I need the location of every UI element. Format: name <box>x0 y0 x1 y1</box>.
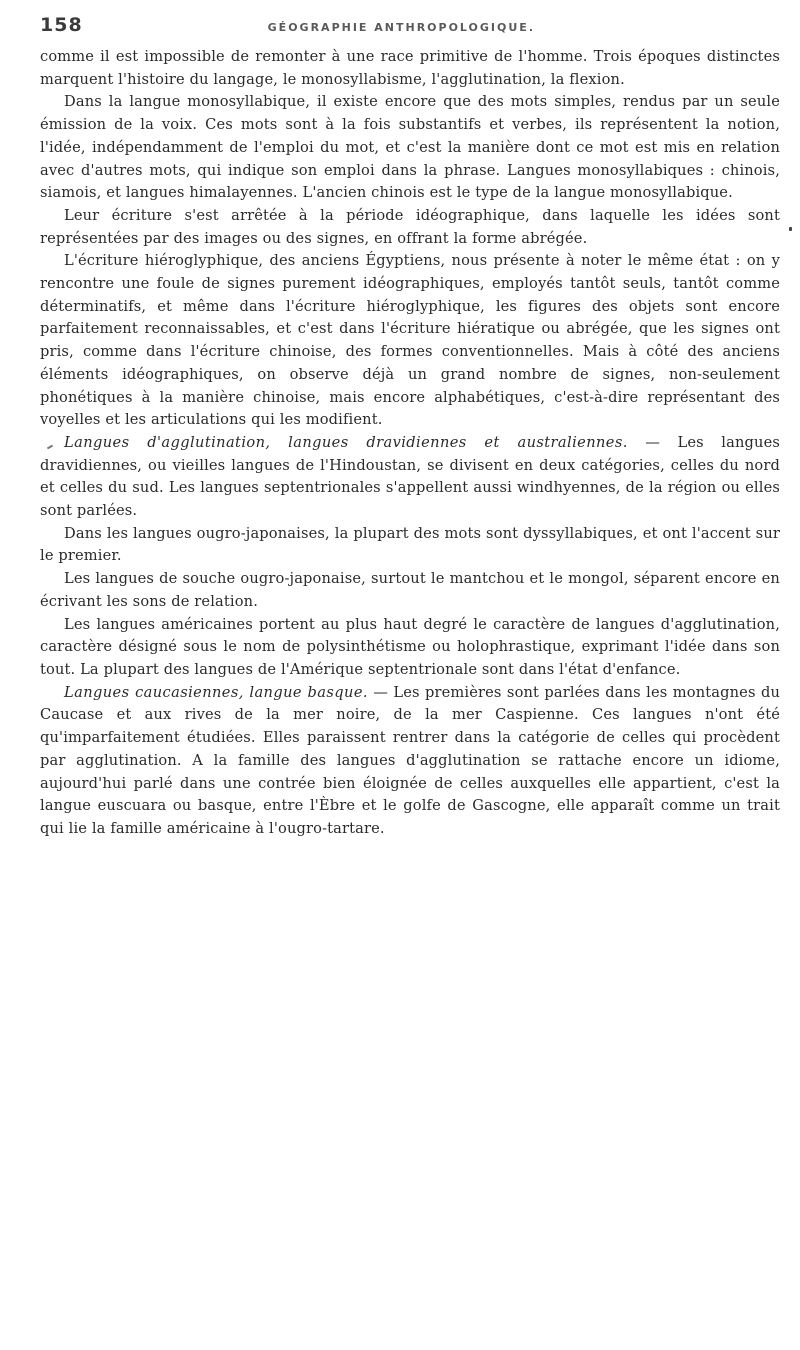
paragraph-text: — Les premières sont parlées dans les montagnes du Caucase et aux rives de la mer noire, de la mer Caspienne. Ces langues n'ont été qu'imparfaitement étudiées. Elles paraissent rentrer dans la catégorie de celles qui procèdent par agglutination. A la famille des langues d'agglutination se rattache encore un idiome, aujourd'hui parlé dans une contrée bien éloignée de celles auxquelles elle appartient, c'est la langue euscuara ou basque, entre l'Èbre et le golfe de Gascogne, elle apparaît comme un trait qui lie la famille américaine à l'ougro-tartare. <box>40 683 781 837</box>
paragraph <box>40 91 780 205</box>
paragraph-text: L'écriture hiéroglyphique, des anciens Égyptiens, nous présente à noter le même état : on y rencontre une foule de signes purement idéographiques, employés tantôt seuls, tantôt comme déterminatifs, et même dans l'écriture hiéroglyphique, les figures des objets sont encore parfaitement reconnaissables, et c'est dans l'écriture hiératique ou abrégée, que les signes ont pris, comme dans l'écriture chinoise, des formes conventionnelles. Mais à côté des anciens éléments idéographiques, on observe déjà un grand nombre de signes, non-seulement phonétiques à la manière chinoise, mais encore alphabétiques, c'est-à-dire représentant des voyelles et les articulations qui les modifient. <box>40 252 780 429</box>
paragraph <box>40 250 780 432</box>
section-title: Langues caucasiennes, langue basque. <box>64 683 368 701</box>
page-number: 158 <box>40 14 83 36</box>
paragraph-text: — Les langues dravidiennes, ou vieilles langues de l'Hindoustan, se divisent en deux catégories, celles du nord et celles du sud. Les langues septentrionales s'appellent aussi windhyennes, de la région ou elles sont parlées. <box>40 433 780 520</box>
paragraph <box>40 568 780 613</box>
paragraph-text: Les langues de souche ougro-japonaise, surtout le mantchou et le mongol, séparent encore en écrivant les sons de relation. <box>40 570 780 610</box>
body-text <box>40 46 780 841</box>
paragraph-text: Dans la langue monosyllabique, il existe encore que des mots simples, rendus par un seule émission de la voix. Ces mots sont à la fois substantifs et verbes, ils représentent la notion, l'idée, indépendamment de l'emploi du mot, et c'est la manière dont ce mot est mis en relation avec d'autres mots, qui indique son emploi dans la phrase. Langues monosyllabiques : chinois, siamois, et langues himalayennes. L'ancien chinois est le type de la langue monosyllabique. <box>40 93 780 202</box>
book-page <box>40 14 780 841</box>
margin-ink-speck <box>789 227 792 231</box>
paragraph <box>40 432 780 523</box>
page-header <box>40 14 780 44</box>
paragraph <box>40 614 780 682</box>
running-head: GÉOGRAPHIE ANTHROPOLOGIQUE. <box>267 21 535 34</box>
paragraph-text: Dans les langues ougro-japonaises, la plupart des mots sont dyssyllabiques, et ont l'accent sur le premier. <box>40 524 780 565</box>
paragraph-text: Les langues américaines portent au plus haut degré le caractère de langues d'agglutination, caractère désigné sous le nom de polysinthétisme ou holophrastique, exprimant l'idée dans son tout. La plupart des langues de l'Amérique septentrionale sont dans l'état d'enfance. <box>40 615 780 678</box>
paragraph-text: comme il est impossible de remonter à une race primitive de l'homme. Trois époques distinctes marquent l'histoire du langage, le monosyllabisme, l'agglutination, la flexion. <box>40 48 780 88</box>
paragraph <box>40 46 780 91</box>
paragraph <box>40 205 780 250</box>
section-title: Langues d'agglutination, langues dravidiennes et australiennes. <box>64 433 628 451</box>
paragraph <box>40 682 780 841</box>
paragraph-text: Leur écriture s'est arrêtée à la période idéographique, dans laquelle les idées sont représentées par des images ou des signes, en offrant la forme abrégée. <box>40 206 780 247</box>
paragraph <box>40 523 780 568</box>
